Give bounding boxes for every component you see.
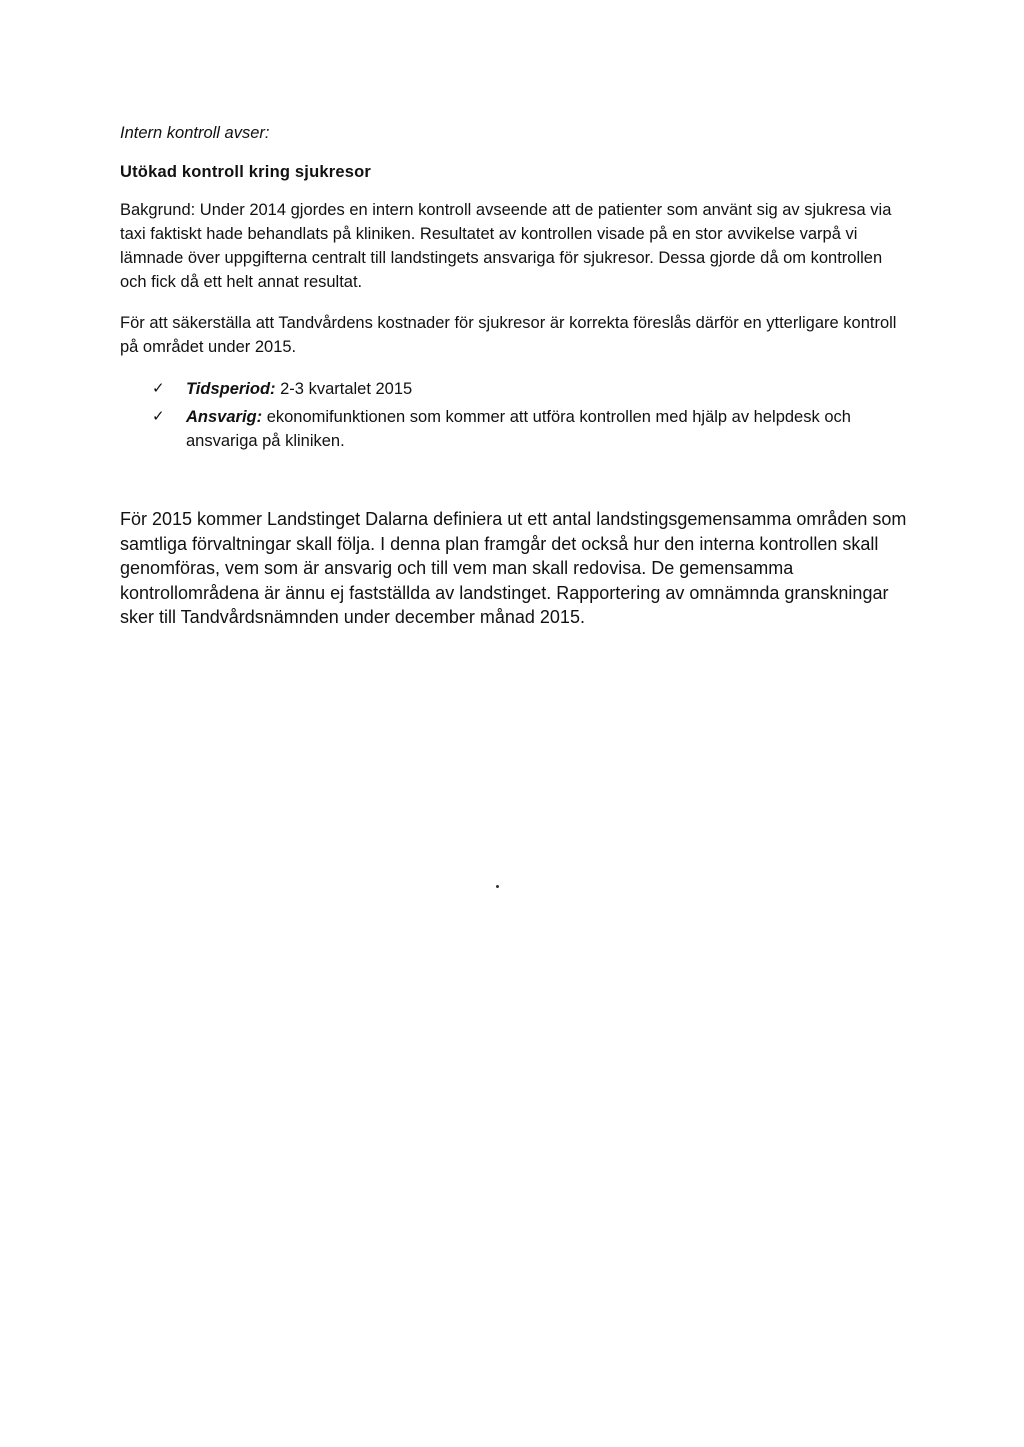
background-paragraph: Bakgrund: Under 2014 gjordes en intern kontroll avseende att de patienter som använt sig av sjukresa via taxi faktiskt hade behandlats på kliniken. Resultatet av kontrollen visade på en stor avvikelse varpå vi lämnade över uppgifterna centralt till landstingets ansvariga för sjukresor. Dessa gjorde då om kontrollen och fick då ett helt annat resultat. (120, 201, 892, 291)
proposal-paragraph: För att säkerställa att Tandvårdens kostnader för sjukresor är korrekta föreslås därför en ytterligare kontroll på området under 2015. (120, 314, 897, 356)
checklist-item-label: Ansvarig: (186, 408, 263, 426)
document-body (120, 121, 910, 630)
checklist-item-time-period (120, 377, 910, 401)
checklist (120, 377, 910, 453)
checklist-item-responsible (120, 405, 910, 453)
checklist-item-text: ekonomifunktionen som kommer att utföra kontrollen med hjälp av helpdesk och ansvariga på kliniken. (186, 408, 851, 450)
section-heading: Utökad kontroll kring sjukresor (120, 163, 372, 181)
checkmark-icon: ✓ (152, 380, 165, 397)
checklist-item-text: 2-3 kvartalet 2015 (275, 380, 413, 398)
checklist-item-label: Tidsperiod: (186, 380, 276, 398)
section-label: Intern kontroll avser: (120, 124, 270, 142)
closing-paragraph: För 2015 kommer Landstinget Dalarna definiera ut ett antal landstingsgemensamma områden som samtliga förvaltningar skall följa. I denna plan framgår det också hur den interna kontrollen skall genomföras, vem som är ansvarig och till vem man skall redovisa. De gemensamma kontrollområdena är ännu ej fastställda av landstinget. Rapportering av omnämnda granskningar sker till Tandvårdsnämnden under december månad 2015. (120, 509, 907, 627)
checkmark-icon: ✓ (152, 408, 165, 425)
scan-speck (496, 885, 499, 888)
